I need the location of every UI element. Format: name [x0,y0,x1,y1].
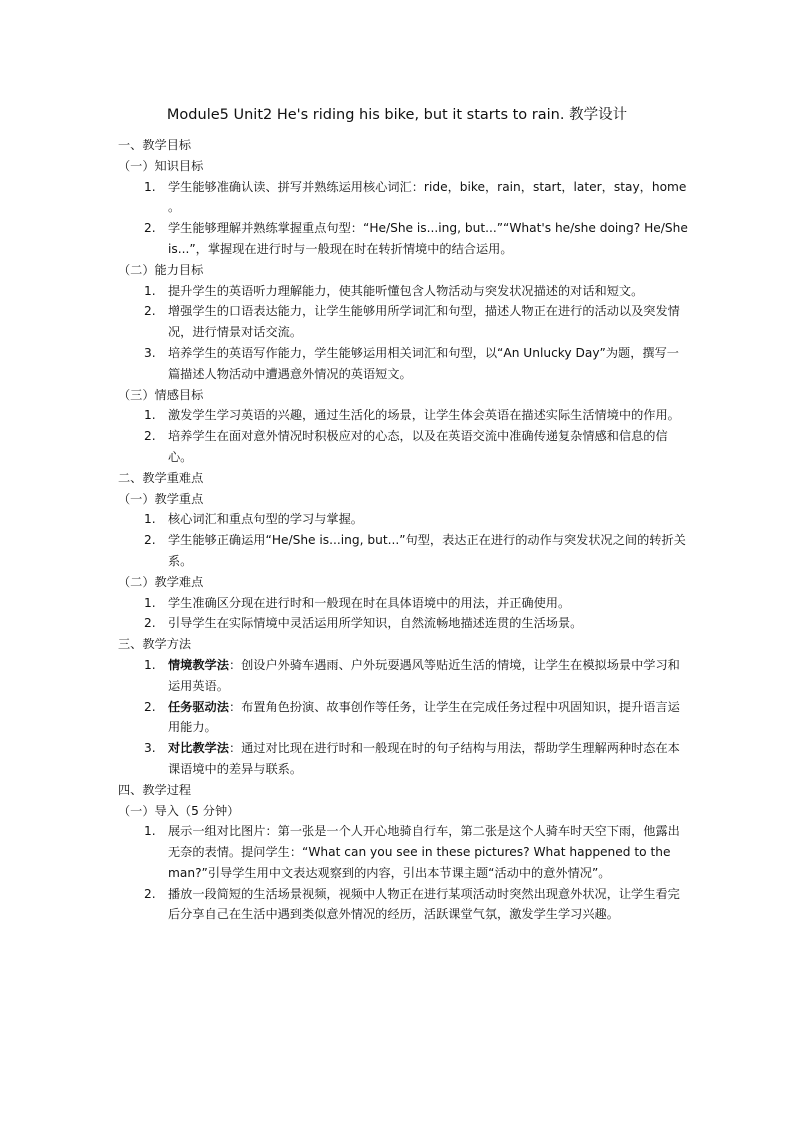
list-item [118,697,688,739]
list-item-text: ：布置角色扮演、故事创作等任务，让学生在完成任务过程中巩固知识，提升语言运用能力。 [168,699,680,735]
list-item-text: 展示一组对比图片：第一张是一个人开心地骑自行车，第二张是这个人骑车时天空下雨，他露出无奈的表情。提问学生：“What can you see in these pictures? What happened to the man?”引导学生用中文表达观察到的内容，引出本节课主题“活动中的意外情况”。 [168,824,680,880]
section-heading: 二、教学重难点 [118,470,204,485]
list-item-text: 学生能够正确运用“He/She is...ing, but...”句型，表达正在进行的动作与突发状况之间的转折关系。 [168,533,686,568]
method-name: 情境教学法 [168,657,229,672]
list-item-number: 1. [144,283,156,298]
list-item [118,426,688,468]
list-item-number: 2. [144,533,156,548]
list-item-number: 1. [144,179,156,194]
section-heading: 一、教学目标 [118,138,192,152]
subsection-heading: （三）情感目标 [118,387,204,402]
list-item [118,509,688,530]
list-item-number: 1. [144,824,156,839]
list-item-text: 提升学生的英语听力理解能力，使其能听懂包含人物活动与突发状况描述的对话和短文。 [168,283,644,298]
list-item-number: 2. [144,304,156,319]
list-item-text: 引导学生在实际情境中灵活运用所学知识，自然流畅地描述连贯的生活场景。 [168,616,583,631]
list-item [118,593,688,614]
list-item-text: 播放一段简短的生活场景视频，视频中人物正在进行某项活动时突然出现意外状况，让学生看完后分享自己在生活中遇到类似意外情况的经历，活跃课堂气氛，激发学生学习兴趣。 [168,886,680,922]
list-item [118,655,688,697]
list-item [118,343,688,385]
document-title: Module5 Unit2 He's riding his bike, but it starts to rain. 教学设计 [166,107,628,123]
list-item-text: ：创设户外骑车遇雨、户外玩耍遇风等贴近生活的情境，让学生在模拟场景中学习和运用英语。 [168,657,680,693]
list-item-number: 2. [144,221,156,236]
list-item [118,738,688,780]
list-item-text: 学生准确区分现在进行时和一般现在时在具体语境中的用法，并正确使用。 [168,595,571,610]
subsection-heading: （二）能力目标 [118,262,204,277]
list-item [118,301,688,343]
list-item [118,613,688,634]
list-item-text: 核心词汇和重点句型的学习与掌握。 [168,512,363,527]
list-item-number: 2. [144,616,156,631]
section-heading: 三、教学方法 [118,637,192,652]
list-item-number: 2. [144,429,156,444]
list-item [118,281,688,302]
section-heading: 四、教学过程 [118,782,192,797]
subsection-heading: （一）导入（5 分钟） [118,803,240,818]
subsection-heading: （二）教学难点 [118,574,204,589]
subsection-heading: （一）教学重点 [118,491,204,506]
list-item-number: 2. [144,886,156,901]
list-item [118,884,688,926]
list-item [118,405,688,426]
list-item-text: 学生能够准确认读、拼写并熟练运用核心词汇：ride，bike，rain，start，later，stay，home 。 [168,179,687,215]
list-item-text: ：通过对比现在进行时和一般现在时的句子结构与用法，帮助学生理解两种时态在本课语境中的差异与联系。 [168,741,680,776]
list-item-text: 学生能够理解并熟练掌握重点句型：“He/She is...ing, but...”“What's he/she doing? He/She is...”，掌握现在进行时与一般现在时在转折情境中的结合运用。 [168,221,688,256]
list-item-number: 2. [144,699,156,714]
list-item-text: 培养学生在面对意外情况时积极应对的心态，以及在英语交流中准确传递复杂情感和信息的信心。 [168,429,668,464]
list-item-number: 1. [144,595,156,610]
list-item [118,530,688,572]
list-item-number: 3. [144,741,156,756]
list-item-text: 激发学生学习英语的兴趣，通过生活化的场景，让学生体会英语在描述实际生活情境中的作用。 [168,408,680,423]
list-item-number: 1. [144,657,156,672]
list-item-number: 1. [144,512,156,527]
list-item [118,177,688,219]
list-item [118,218,688,260]
list-item-text: 增强学生的口语表达能力，让学生能够用所学词汇和句型，描述人物正在进行的活动以及突发情况，进行情景对话交流。 [168,304,680,340]
list-item-text: 培养学生的英语写作能力，学生能够运用相关词汇和句型，以“An Unlucky Day”为题，撰写一篇描述人物活动中遭遇意外情况的英语短文。 [168,345,679,381]
method-name: 对比教学法 [168,741,229,756]
list-item-number: 1. [144,408,156,423]
list-item-number: 3. [144,345,156,360]
document-body [118,135,688,925]
list-item [118,821,688,883]
subsection-heading: （一）知识目标 [118,158,204,173]
method-name: 任务驱动法 [168,699,229,714]
